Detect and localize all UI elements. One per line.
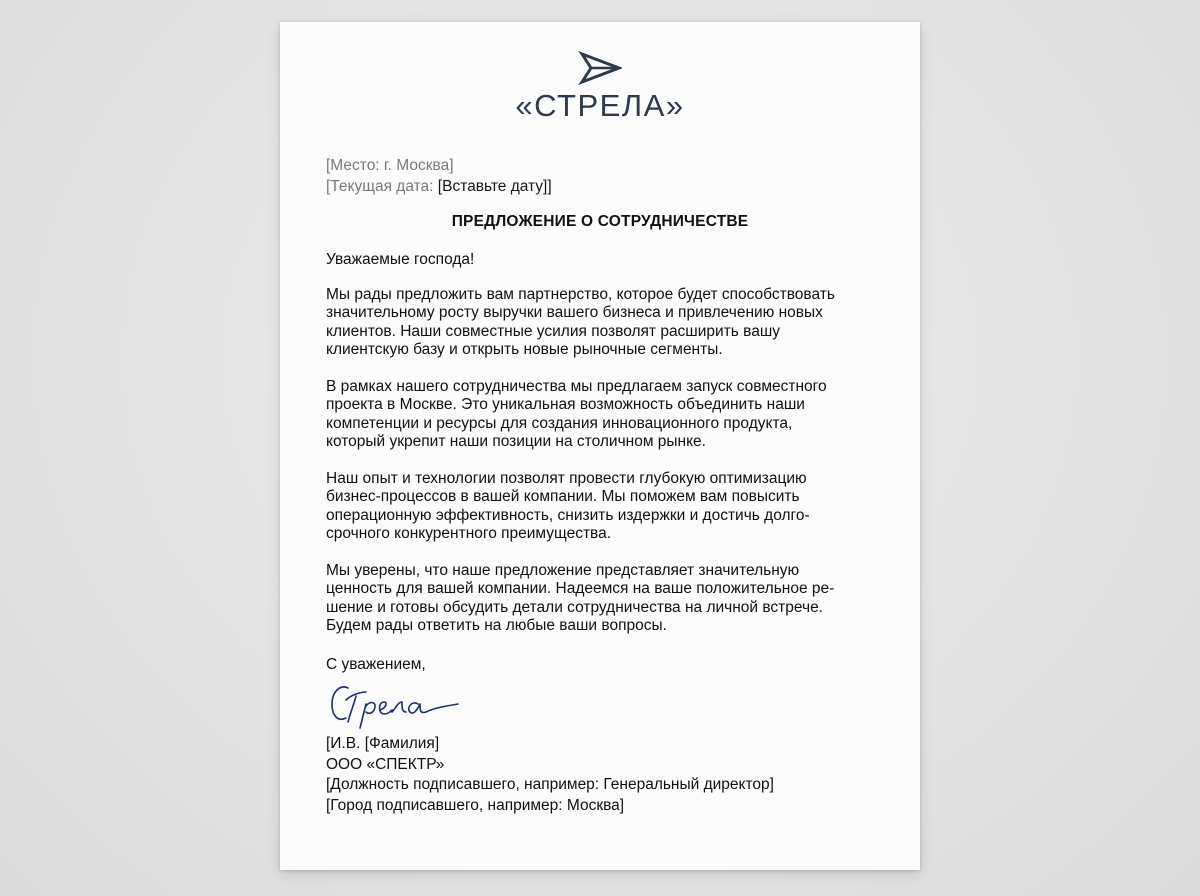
letter-body [326,251,886,654]
line: ценность для вашей компании. Надеемся на ваше положительное ре- [326,580,835,597]
line: Будем рады ответить на любые ваши вопросы. [326,617,667,634]
paragraph-3 [326,470,886,544]
paragraph-2 [326,378,886,452]
line: операционную эффективность, снизить издержки и достичь долго- [326,506,810,524]
signer-company: ООО «СПЕКТР» [326,755,445,773]
date-line [326,176,552,197]
line: срочного конкурентного преимущества. [326,525,612,542]
line: клиентскую базу и открыть новые рыночные сегменты. [326,341,723,358]
signer-position: [Должность подписавшего, например: Генеральный директор] [326,776,774,793]
date-value: [Вставьте дату] [437,178,548,195]
greeting: Уважаемые господа! [326,251,475,268]
letter-page [280,22,920,870]
line: Мы уверены, что наше предложение представляет значительную [326,561,800,579]
logo-text: «СТРЕЛА» [515,88,685,123]
line: Наш опыт и технологии позволят провести глубокую оптимизацию [326,469,807,487]
line: Мы рады предложить вам партнерство, которое будет способствовать [326,285,835,303]
paragraph-4 [326,562,886,636]
line: компетенции и ресурсы для создания инновационного продукта, [326,414,793,432]
signer-city: [Город подписавшего, например: Москва] [326,796,625,814]
line: клиентов. Наши совместные усилия позволят расширить вашу [326,322,781,340]
signer-block [326,734,774,816]
letter-title: ПРЕДЛОЖЕНИЕ О СОТРУДНИЧЕСТВЕ [451,213,749,230]
date-label: [Текущая дата: [326,178,438,195]
closing: С уважением, [326,656,426,673]
paragraph-1 [326,286,886,360]
date-close: ] [547,178,552,195]
line: который укрепит наши позиции на столичном рынке. [326,433,706,450]
handwritten-signature [326,678,476,730]
signer-name: [И.В. [Фамилия] [326,735,440,752]
company-logo [280,50,920,124]
line: шение и готовы обсудить детали сотрудничества на личной встрече. [326,598,824,616]
line: значительному росту выручки вашего бизнеса и привлечению новых [326,304,823,321]
place-line: [Место: г. Москва] [326,157,454,174]
line: В рамках нашего сотрудничества мы предлагаем запуск совместного [326,377,827,395]
line: бизнес-процессов в вашей компании. Мы поможем вам повысить [326,488,800,505]
paper-plane-icon [578,50,622,86]
line: проекта в Москве. Это уникальная возможность объединить наши [326,396,805,413]
letter-meta [326,155,552,197]
